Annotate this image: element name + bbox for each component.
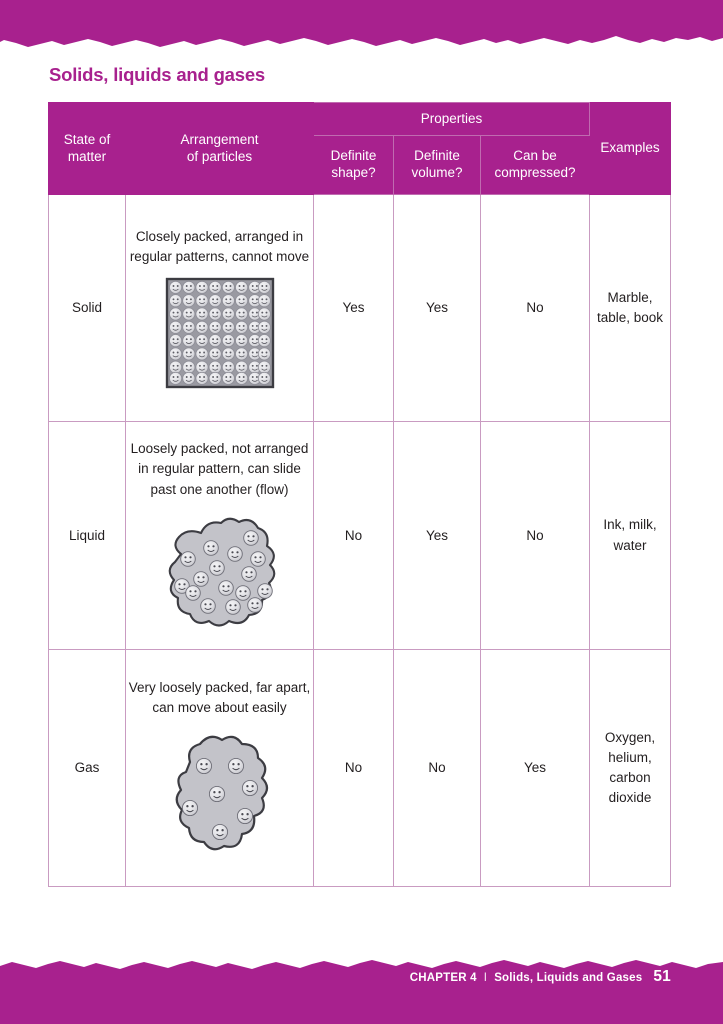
arrangement-text-gas: Very loosely packed, far apart, can move about easily — [128, 679, 311, 715]
header-state-of-matter — [49, 103, 126, 195]
cell-can-be-compressed-liquid: No — [481, 422, 590, 650]
page-title: Solids, liquids and gases — [49, 64, 266, 85]
cell-examples-gas — [590, 650, 671, 887]
cell-examples-solid — [590, 195, 671, 422]
cell-examples-liquid — [590, 422, 671, 650]
table-row — [49, 650, 671, 887]
header-arrangement-line1: Arrangement — [180, 131, 259, 147]
cell-arrangement-liquid — [126, 422, 314, 650]
gas-particle-diagram — [126, 728, 313, 858]
liquid-particle-diagram — [126, 510, 313, 632]
cell-can-be-compressed-gas: Yes — [481, 650, 590, 887]
cell-definite-volume-solid: Yes — [394, 195, 481, 422]
cell-definite-volume-gas: No — [394, 650, 481, 887]
cell-definite-shape-solid: Yes — [314, 195, 394, 422]
states-of-matter-table — [48, 102, 671, 887]
cell-can-be-compressed-solid: No — [481, 195, 590, 422]
footer — [410, 968, 671, 986]
header-state-of-matter-line2: matter — [67, 148, 107, 164]
header-definite-shape-line1: Definite — [330, 148, 377, 164]
header-arrangement-line2: of particles — [186, 148, 253, 164]
cell-definite-shape-liquid: No — [314, 422, 394, 650]
footer-separator: I — [483, 972, 488, 984]
table-row — [49, 195, 671, 422]
cell-arrangement-gas — [126, 650, 314, 887]
cell-arrangement-solid — [126, 195, 314, 422]
header-definite-shape — [314, 136, 394, 195]
table-row — [49, 422, 671, 650]
cell-state-liquid: Liquid — [49, 422, 126, 650]
header-definite-volume-line2: volume? — [411, 165, 463, 180]
footer-chapter-title: Solids, Liquids and Gases — [494, 972, 643, 984]
cell-state-solid: Solid — [49, 195, 126, 422]
bottom-decorative-band — [0, 952, 723, 1024]
header-arrangement-of-particles — [126, 103, 314, 195]
solid-particle-diagram — [126, 277, 313, 389]
footer-page-number: 51 — [653, 968, 671, 985]
cell-state-gas: Gas — [49, 650, 126, 887]
cell-definite-shape-gas: No — [314, 650, 394, 887]
arrangement-text-solid: Closely packed, arranged in regular patterns, cannot move — [129, 228, 310, 264]
examples-text-solid: Marble, table, book — [596, 289, 664, 325]
header-state-of-matter-line1: State of — [63, 131, 111, 147]
header-definite-shape-line2: shape? — [331, 165, 376, 180]
examples-text-liquid: Ink, milk, water — [603, 517, 657, 553]
top-decorative-band — [0, 0, 723, 56]
header-definite-volume-line1: Definite — [414, 148, 460, 164]
header-properties-group: Properties — [314, 103, 590, 136]
cell-definite-volume-liquid: Yes — [394, 422, 481, 650]
arrangement-text-liquid: Loosely packed, not arranged in regular pattern, can slide past one another (flow) — [130, 441, 309, 497]
footer-chapter: CHAPTER 4 — [409, 972, 477, 984]
header-can-be-compressed-line2: compressed? — [494, 165, 576, 180]
header-can-be-compressed — [481, 136, 590, 195]
examples-text-gas: Oxygen, helium, carbon dioxide — [604, 729, 656, 806]
table-body — [49, 195, 671, 887]
header-definite-volume — [394, 136, 481, 195]
header-examples: Examples — [590, 103, 671, 195]
header-can-be-compressed-line1: Can be — [513, 148, 557, 164]
table-header — [49, 103, 671, 195]
header-row-top — [49, 103, 671, 136]
